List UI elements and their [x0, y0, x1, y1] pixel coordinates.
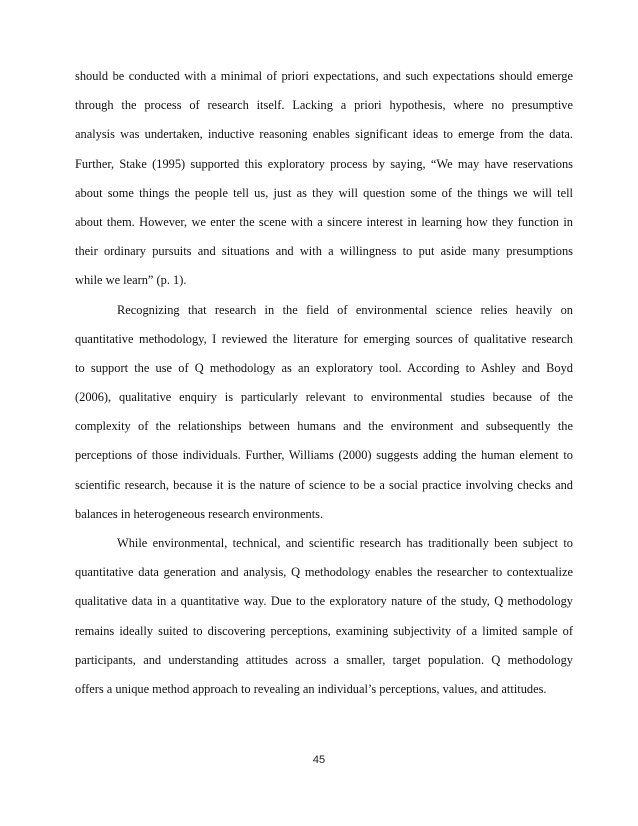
text-line: Further, Stake (1995) supported this exploratory process by saying, “We may have reservations — [75, 156, 573, 171]
text-line: about them. However, we enter the scene with a sincere interest in learning how they function in — [75, 214, 573, 229]
text-line: quantitative methodology, I reviewed the literature for emerging sources of qualitative research — [75, 331, 573, 346]
text-line: analysis was undertaken, inductive reasoning enables significant ideas to emerge from the data. — [75, 127, 573, 142]
text-line: should be conducted with a minimal of priori expectations, and such expectations should emerge — [75, 69, 573, 83]
text-line: remains ideally suited to discovering perceptions, examining subjectivity of a limited sample of — [75, 623, 573, 638]
text-line: balances in heterogeneous research environments. — [75, 506, 324, 521]
page-number: 45 — [312, 754, 326, 766]
text-line: perceptions of those individuals. Further, Williams (2000) suggests adding the human element to — [75, 448, 573, 463]
text-line: offers a unique method approach to revealing an individual’s perceptions, values, and attitudes. — [75, 681, 547, 696]
text-line: participants, and understanding attitudes across a smaller, target population. Q methodology — [75, 652, 573, 667]
text-line: while we learn” (p. 1). — [75, 273, 187, 288]
text-line: about some things the people tell us, just as they will question some of the things we will tell — [75, 185, 573, 200]
text-line: their ordinary pursuits and situations and with a willingness to put aside many presumptions — [75, 244, 573, 259]
text-line: complexity of the relationships between humans and the environment and subsequently the — [75, 419, 573, 434]
body-text — [75, 62, 573, 704]
text-line: through the process of research itself. Lacking a priori hypothesis, where no presumptive — [75, 98, 573, 113]
text-line: qualitative data in a quantitative way. Due to the exploratory nature of the study, Q methodology — [75, 594, 573, 609]
text-line: While environmental, technical, and scientific research has traditionally been subject to — [117, 536, 573, 550]
text-line: (2006), qualitative enquiry is particularly relevant to environmental studies because of the — [75, 390, 573, 405]
text-line: scientific research, because it is the nature of science to be a social practice involving checks and — [75, 477, 573, 492]
text-line: to support the use of Q methodology as an exploratory tool. According to Ashley and Boyd — [75, 360, 573, 375]
text-line: Recognizing that research in the field of environmental science relies heavily on — [117, 302, 573, 317]
text-line: quantitative data generation and analysis, Q methodology enables the researcher to contextualize — [75, 565, 573, 580]
